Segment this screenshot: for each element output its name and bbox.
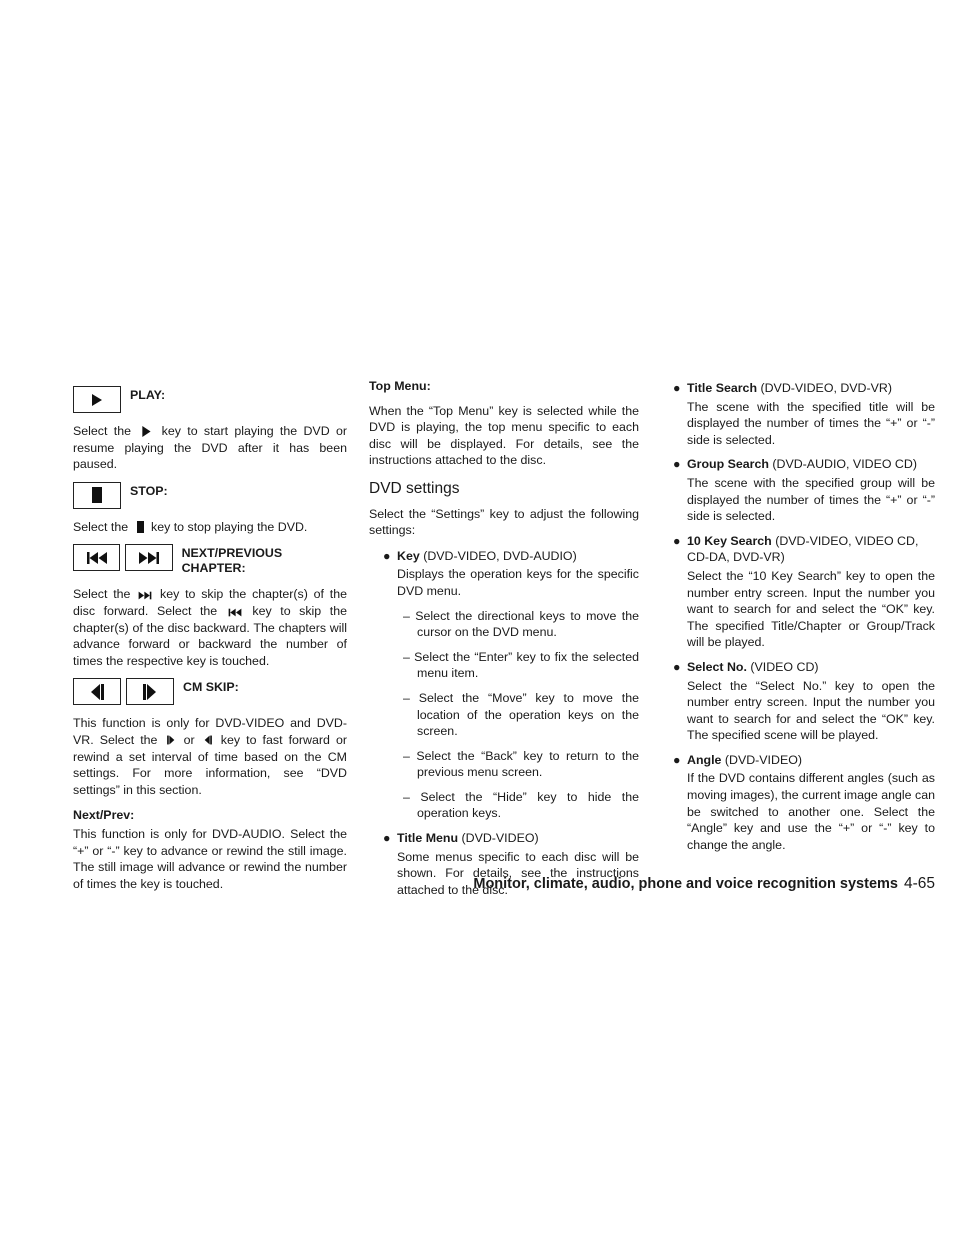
bullet-icon: ● (383, 548, 391, 563)
key-sub-item: – Select the “Move” key to move the location of the operation keys on the screen. (403, 690, 639, 739)
cm-skip-label: CM SKIP: (183, 680, 239, 695)
title-menu-scope: (DVD-VIDEO) (461, 831, 539, 846)
ten-key-search-item: ● 10 Key Search (DVD-VIDEO, VIDEO CD, CD-DA, DVD-VR) (673, 533, 919, 565)
bullet-icon: ● (673, 457, 681, 472)
next-prev-heading: Next/Prev: (73, 808, 135, 823)
section-title: Monitor, climate, audio, phone and voice recognition systems (473, 876, 898, 892)
key-sub-item: – Select the “Enter” key to fix the selected menu item. (403, 649, 639, 681)
title-menu-description: Some menus specific to each disc will be shown. For details, see the instructions attached to the disc. (397, 849, 639, 897)
page-number: 4-65 (903, 875, 935, 892)
column-2 (369, 378, 639, 906)
previous-chapter-icon (73, 544, 120, 571)
next-previous-label: NEXT/PREVIOUS CHAPTER: (181, 546, 283, 576)
cm-skip-forward-icon (126, 678, 174, 705)
top-menu-heading: Top Menu: (369, 379, 431, 393)
top-menu-description: When the “Top Menu” key is selected while the DVD is playing, the top menu specific to each disc will be displayed. For details, see the instructions attached to the disc. (369, 403, 639, 468)
title-menu-term: Title Menu (397, 831, 459, 846)
select-no-description: Select the “Select No.” key to open the number entry screen. Input the number you want to search for and select the “OK” key. The specified scene will be played. (687, 678, 935, 743)
key-sub-item: – Select the “Back” key to return to the previous menu screen. (403, 748, 639, 780)
stop-description: Select the key to stop playing the DVD. (73, 519, 308, 534)
play-icon (73, 386, 121, 413)
bullet-icon: ● (673, 381, 681, 395)
key-scope: (DVD-VIDEO, DVD-AUDIO) (423, 548, 577, 563)
cm-skip-key-row (73, 678, 347, 705)
page-footer (450, 876, 935, 893)
column-1 (73, 378, 347, 901)
bullet-icon: ● (673, 752, 681, 767)
cm-skip-back-icon-inline (203, 734, 213, 746)
cm-skip-forward-icon-inline (166, 734, 176, 746)
angle-description: If the DVD contains different angles (such as moving images), the current image angle can be switched to another one. Select the “Angle” key and use the “+” or “-” key to change the angle. (687, 771, 935, 852)
next-chapter-icon (125, 544, 172, 571)
title-search-item: ● Title Search (DVD-VIDEO, DVD-VR) (673, 381, 892, 395)
cm-skip-back-icon (73, 678, 121, 705)
next-prev-description: This function is only for DVD-AUDIO. Select the “+” or “-” key to advance or rewind the still image. The still image will advance or rewind the number of times the key is touched. (73, 826, 347, 891)
select-no-item: ● Select No. (VIDEO CD) (673, 659, 819, 674)
key-description: Displays the operation keys for the specific DVD menu. (397, 567, 639, 598)
stop-label: STOP: (130, 483, 168, 498)
key-term: Key (397, 548, 420, 563)
play-icon-inline (139, 426, 153, 437)
cm-skip-description: This function is only for DVD-VIDEO and DVD-VR. Select the or key to fast forward or rewind a set interval of time based on the CM settings. For more information, see “DVD settings” in this section. (73, 716, 347, 797)
stop-key-row (73, 482, 347, 509)
play-label: PLAY: (130, 388, 166, 402)
column-3 (673, 378, 935, 861)
bullet-icon: ● (673, 659, 681, 674)
previous-chapter-icon-inline (228, 608, 242, 617)
key-sub-item: – Select the “Hide” key to hide the operation keys. (403, 789, 639, 821)
ten-key-search-description: Select the “10 Key Search” key to open the number entry screen. Input the number you want to search for and select the “OK” key. The specified Title/Chapter or Group/Track will be played. (687, 568, 935, 650)
angle-item: ● Angle (DVD-VIDEO) (673, 752, 802, 767)
key-setting-item (383, 548, 639, 565)
next-chapter-icon-inline (138, 591, 152, 600)
play-description: Select the key to start playing the DVD or resume playing the DVD after it has been paused. (73, 424, 347, 472)
stop-icon-inline (134, 521, 146, 533)
group-search-item: ● Group Search (DVD-AUDIO, VIDEO CD) (673, 457, 917, 472)
next-previous-key-row (73, 544, 347, 576)
bullet-icon: ● (673, 533, 681, 548)
play-key-row (73, 386, 347, 413)
dvd-settings-heading: DVD settings (369, 479, 460, 497)
group-search-description: The scene with the specified group will be displayed the number of times the “+” or “-” side is selected. (687, 475, 935, 524)
bullet-icon: ● (383, 831, 391, 846)
title-menu-item (383, 830, 639, 847)
dvd-settings-intro: Select the “Settings” key to adjust the following settings: (369, 506, 639, 538)
stop-icon (73, 482, 121, 509)
next-previous-description: Select the key to skip the chapter(s) of the disc forward. Select the key to skip the chapter(s) of the disc backward. The chapters will advance forward or backward the number of times the respective key is touched. (73, 587, 348, 668)
title-search-description: The scene with the specified title will be displayed the number of times the “+” or “-” side is selected. (687, 399, 935, 447)
key-sub-item: – Select the directional keys to move the cursor on the DVD menu. (403, 608, 639, 640)
